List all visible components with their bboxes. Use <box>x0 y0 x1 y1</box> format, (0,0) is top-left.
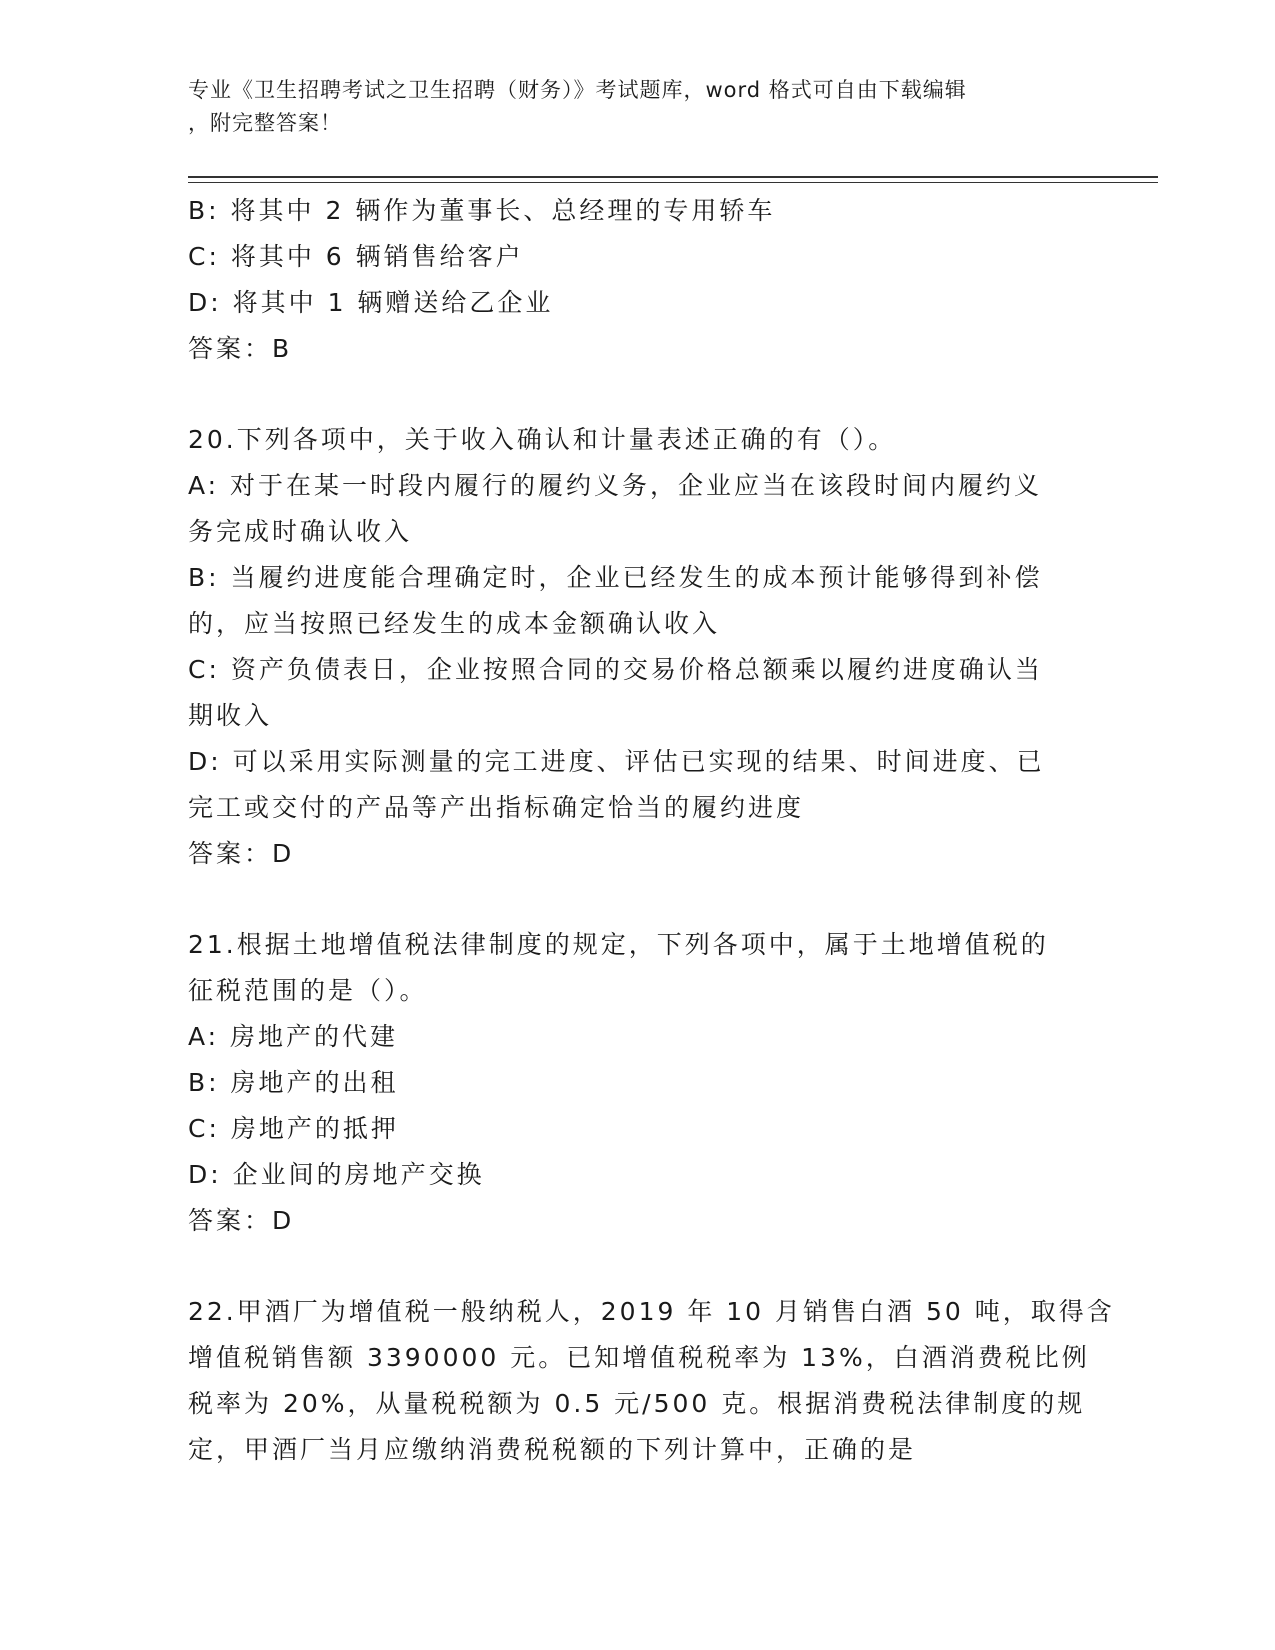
question-stem-line-2: 征税范围的是（）。 <box>188 976 428 1005</box>
question-stem: 20.下列各项中，关于收入确认和计量表述正确的有（）。 <box>188 425 897 454</box>
option-a-line-1: A: 对于在某一时段内履行的履约义务，企业应当在该段时间内履约义 <box>188 471 1043 500</box>
option-c-line-1: C: 资产负债表日，企业按照合同的交易价格总额乘以履约进度确认当 <box>188 655 1043 684</box>
option-b-line-1: B: 当履约进度能合理确定时，企业已经发生的成本预计能够得到补偿 <box>188 563 1043 592</box>
option-b: B: 房地产的出租 <box>188 1068 399 1097</box>
option-d: D: 企业间的房地产交换 <box>188 1160 485 1189</box>
header-divider-top <box>188 176 1158 178</box>
option-a-line-2: 务完成时确认收入 <box>188 517 413 546</box>
spacer <box>188 372 1088 417</box>
question-stem-line-3: 税率为 20%，从量税税额为 0.5 元/500 克。根据消费税法律制度的规 <box>188 1389 1086 1418</box>
header-divider-bottom <box>188 182 1158 183</box>
option-c: C: 将其中 6 辆销售给客户 <box>188 242 524 271</box>
option-d: D: 将其中 1 辆赠送给乙企业 <box>188 288 554 317</box>
answer: 答案：B <box>188 334 293 363</box>
option-c-line-2: 期收入 <box>188 701 273 730</box>
answer: 答案：D <box>188 839 295 868</box>
option-a: A: 房地产的代建 <box>188 1022 399 1051</box>
header-line-2: ，附完整答案！ <box>188 111 342 135</box>
header-line-1: 专业《卫生招聘考试之卫生招聘（财务）》考试题库，word 格式可自由下载编辑 <box>188 78 967 102</box>
option-b: B: 将其中 2 辆作为董事长、总经理的专用轿车 <box>188 196 776 225</box>
option-d-line-1: D: 可以采用实际测量的完工进度、评估已实现的结果、时间进度、已 <box>188 747 1045 776</box>
question-22 <box>188 1289 1115 1473</box>
question-stem-line-1: 22.甲酒厂为增值税一般纳税人，2019 年 10 月销售白酒 50 吨，取得含 <box>188 1297 1115 1326</box>
question-stem-line-4: 定，甲酒厂当月应缴纳消费税税额的下列计算中，正确的是 <box>188 1435 917 1464</box>
question-stem-line-1: 21.根据土地增值税法律制度的规定，下列各项中，属于土地增值税的 <box>188 930 1049 959</box>
spacer <box>188 1244 1088 1289</box>
document-header <box>188 74 1068 140</box>
question-list <box>188 188 1115 1473</box>
spacer <box>188 877 1088 922</box>
question-21 <box>188 922 1088 1244</box>
question-stem-line-2: 增值税销售额 3390000 元。已知增值税税率为 13%，白酒消费税比例 <box>188 1343 1090 1372</box>
question-19-continuation <box>188 188 1088 372</box>
question-20 <box>188 417 1088 877</box>
option-c: C: 房地产的抵押 <box>188 1114 399 1143</box>
option-d-line-2: 完工或交付的产品等产出指标确定恰当的履约进度 <box>188 793 805 822</box>
answer: 答案：D <box>188 1206 295 1235</box>
option-b-line-2: 的，应当按照已经发生的成本金额确认收入 <box>188 609 721 638</box>
